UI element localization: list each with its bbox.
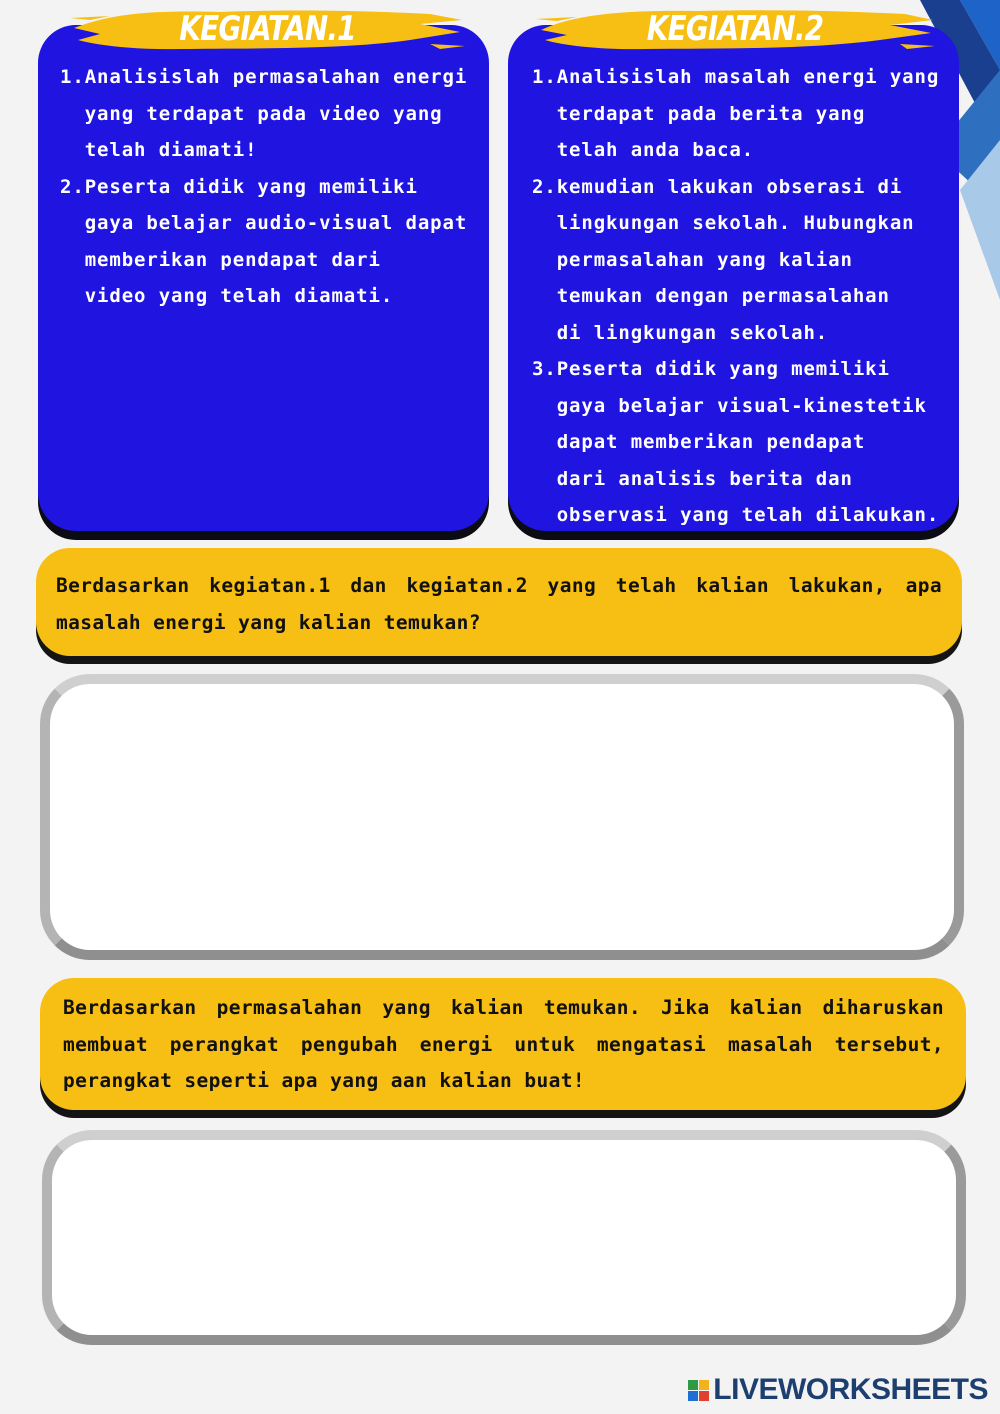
item-text: kemudian lakukan obserasi di lingkungan sekolah. Hubungkan permasalahan yang kalian temukan dengan permasalahan di lingkungan sekolah. <box>556 175 915 344</box>
list-item <box>532 59 952 169</box>
question-2-text: Berdasarkan permasalahan yang kalian temukan. Jika kalian diharuskan membuat perangkat pengubah energi untuk mengatasi masalah tersebut, perangkat seperti apa yang aan kalian buat! <box>63 996 944 1092</box>
question-1-text: Berdasarkan kegiatan.1 dan kegiatan.2 yang telah kalian lakukan, apa masalah energi yang kalian temukan? <box>56 574 942 634</box>
activity-2-list <box>532 59 952 534</box>
footer-brand <box>688 1372 988 1408</box>
list-item <box>532 169 952 352</box>
item-number: 2. <box>60 175 85 198</box>
answer-1-field[interactable] <box>40 674 964 960</box>
item-number: 1. <box>60 66 85 88</box>
list-item <box>60 59 480 169</box>
activity-2-title: KEGIATAN.2 <box>646 9 824 49</box>
question-1-box <box>36 548 962 656</box>
answer-2-field[interactable] <box>42 1130 966 1345</box>
item-text: Analisislah permasalahan energi yang terdapat pada video yang telah diamati! <box>84 66 468 161</box>
item-text: Peserta didik yang memiliki gaya belajar audio-visual dapat memberikan pendapat dari video yang telah diamati. <box>84 175 468 307</box>
item-number: 1. <box>532 66 557 88</box>
question-2-box <box>40 978 966 1110</box>
item-text: Peserta didik yang memiliki gaya belajar visual-kinestetik dapat memberikan pendapat dari analisis berita dan observasi yang telah dilakukan. <box>556 358 940 526</box>
liveworksheets-logo-icon <box>688 1380 709 1401</box>
brand-name: LIVEWORKSHEETS <box>713 1373 988 1406</box>
activity-1-list <box>60 59 480 315</box>
list-item <box>60 169 480 315</box>
item-number: 2. <box>532 175 557 198</box>
list-item <box>532 351 952 534</box>
item-number: 3. <box>532 358 557 380</box>
activity-1-title: KEGIATAN.1 <box>179 9 356 49</box>
activity-2-card <box>508 25 959 531</box>
item-text: Analisislah masalah energi yang terdapat pada berita yang telah anda baca. <box>556 66 940 161</box>
activity-1-card <box>38 25 489 531</box>
